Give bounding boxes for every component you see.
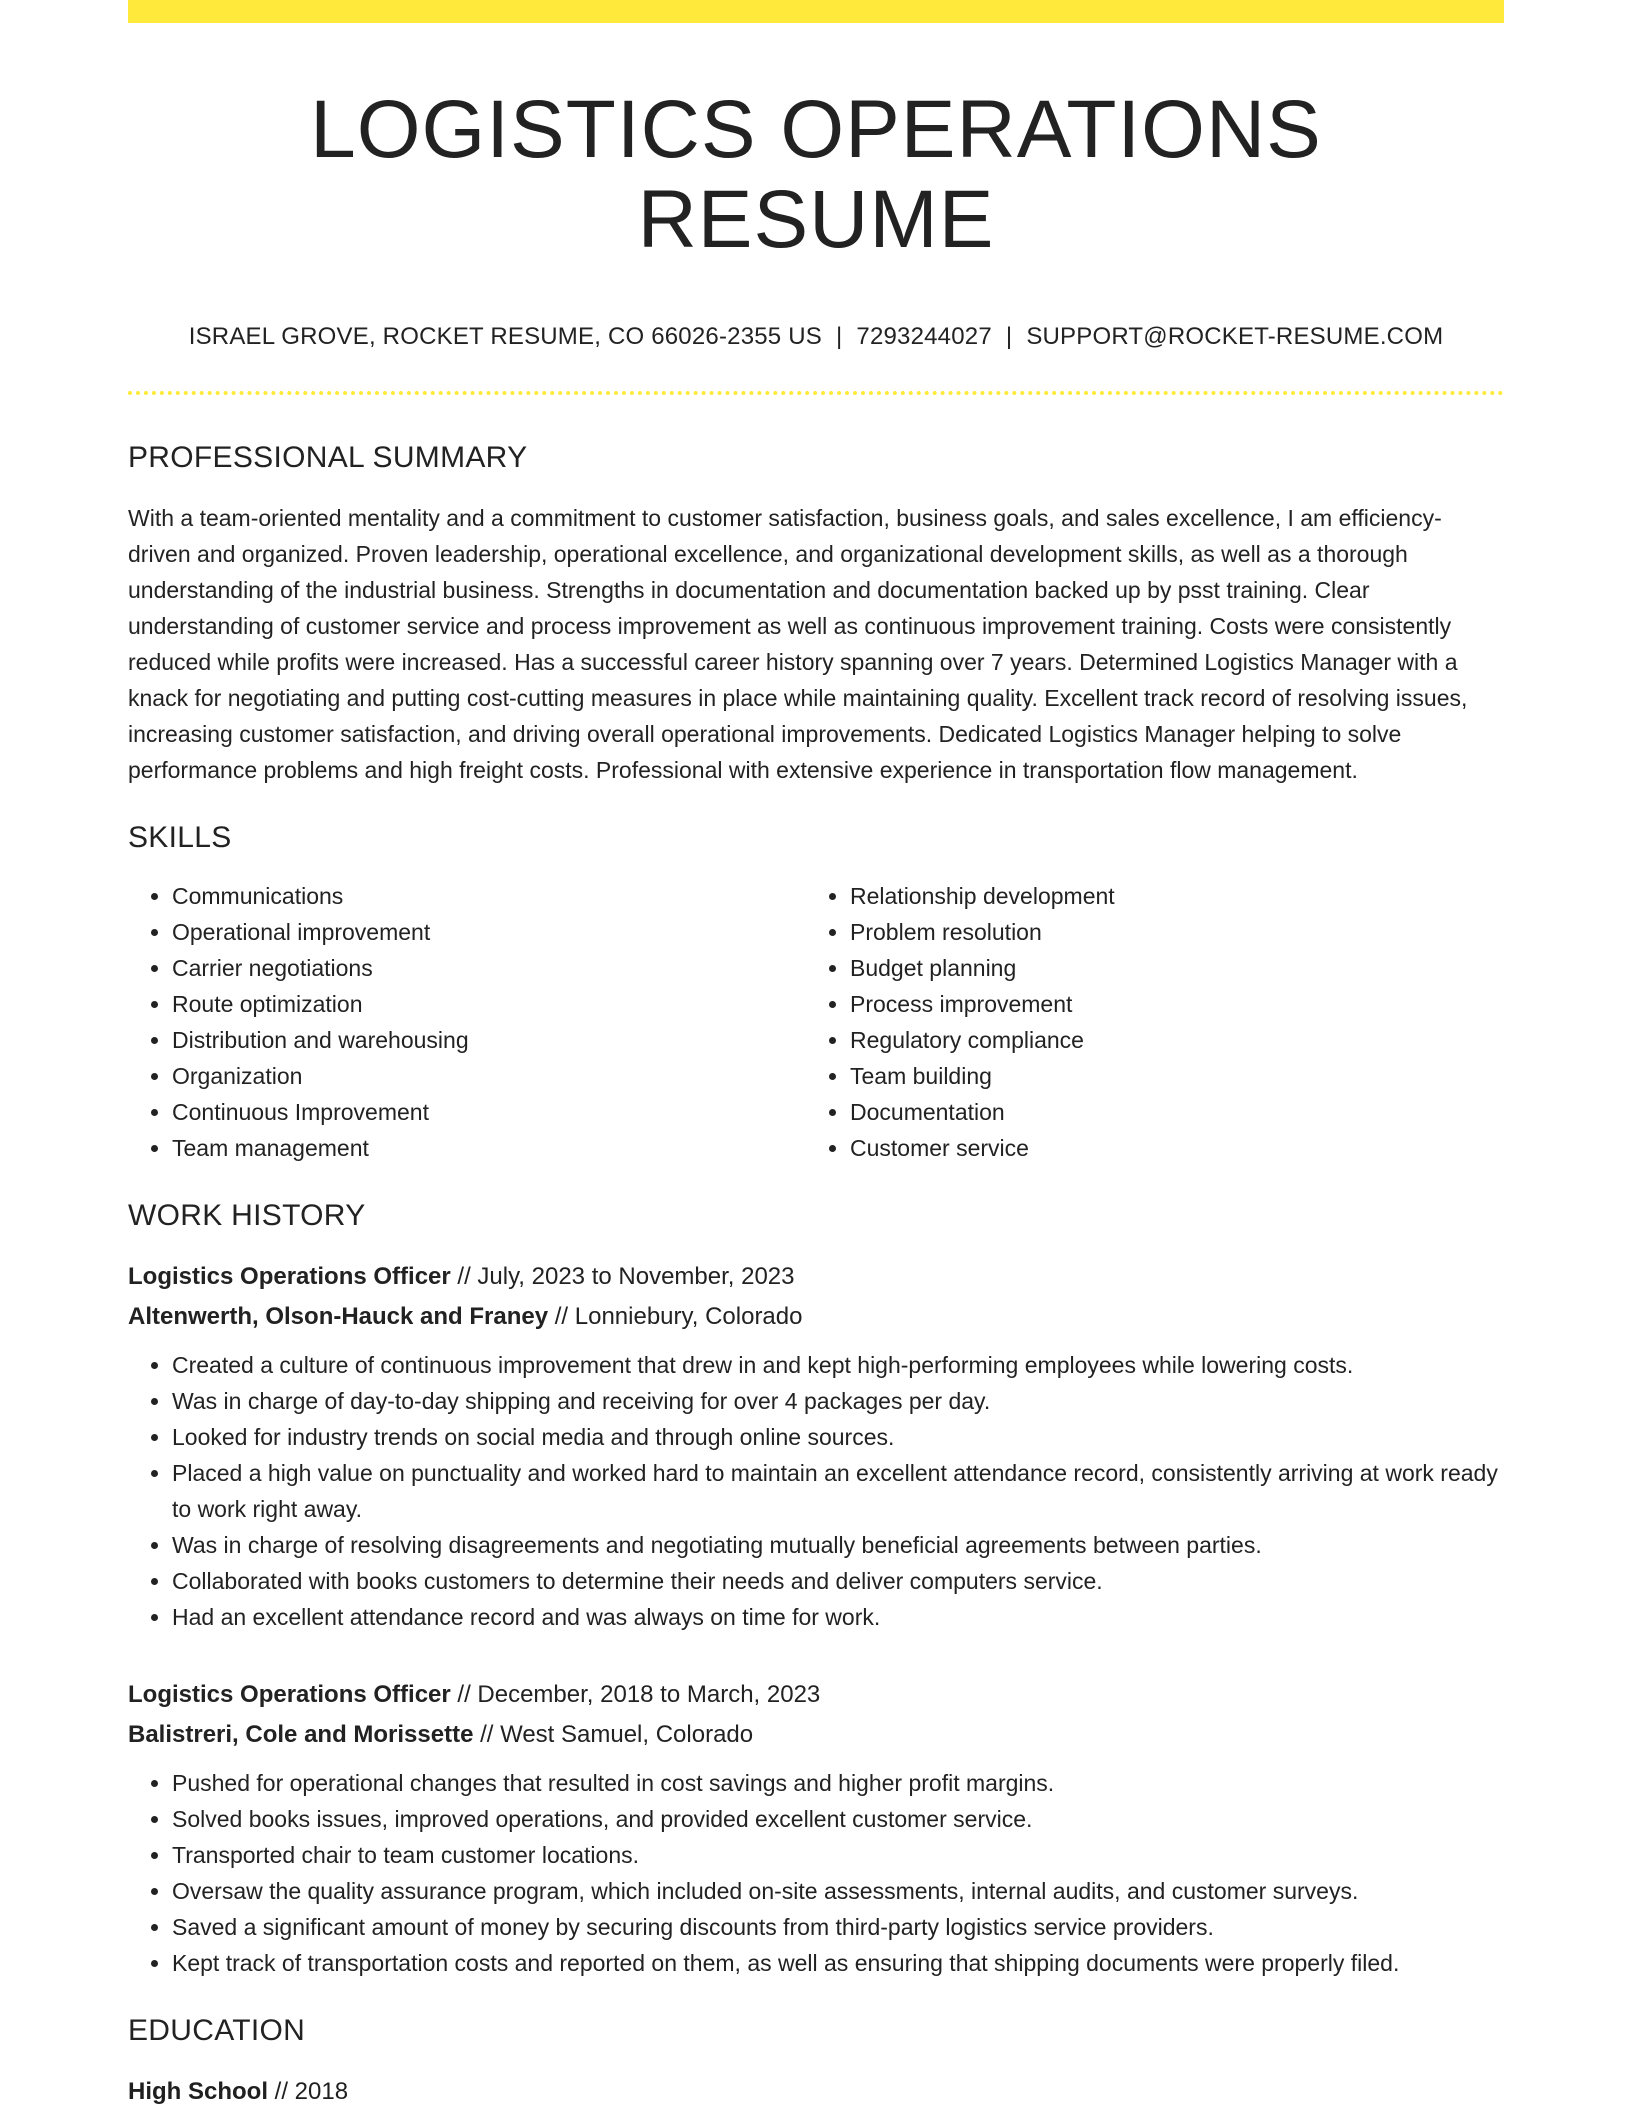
work-history-heading: WORK HISTORY <box>128 1199 366 1233</box>
job-bullet: • Pushed for operational changes that resulted in cost savings and higher profit margins. <box>172 1765 1504 1801</box>
resume-page <box>128 0 1504 2112</box>
job-title: Logistics Operations Officer <box>128 1263 451 1291</box>
job-bullet: • Transported chair to team customer locations. <box>172 1837 1504 1873</box>
contact-email: SUPPORT@ROCKET-RESUME.COM <box>1026 323 1444 351</box>
resume-title: LOGISTICS OPERATIONS RESUME <box>310 84 1322 266</box>
skill-item: • Relationship development <box>850 878 1484 914</box>
job-title: Logistics Operations Officer <box>128 1681 451 1709</box>
contact-separator: | <box>1005 323 1013 351</box>
education-degree: High School <box>128 2078 268 2106</box>
skill-item: • Regulatory compliance <box>850 1022 1484 1058</box>
job-company: Altenwerth, Olson-Hauck and Franey <box>128 1303 549 1331</box>
skill-item: • Organization <box>172 1058 806 1094</box>
job-bullet: • Oversaw the quality assurance program, which included on-site assessments, internal audits, and customer surveys. <box>172 1873 1504 1909</box>
skill-item: • Documentation <box>850 1094 1484 1130</box>
job-bullet: • Looked for industry trends on social media and through online sources. <box>172 1419 1504 1455</box>
skill-item: • Team building <box>850 1058 1484 1094</box>
skills-heading: SKILLS <box>128 821 232 855</box>
education-heading: EDUCATION <box>128 2014 306 2048</box>
summary-heading: PROFESSIONAL SUMMARY <box>128 441 528 475</box>
skill-item: • Continuous Improvement <box>172 1094 806 1130</box>
job-bullet: • Was in charge of resolving disagreements and negotiating mutually beneficial agreements between parties. <box>172 1527 1504 1563</box>
job-location: // Lonniebury, Colorado <box>548 1303 803 1331</box>
skill-item: • Communications <box>172 878 806 914</box>
job-bullet: • Placed a high value on punctuality and worked hard to maintain an excellent attendance record, consistently arriving at work ready to work right away. <box>172 1455 1504 1527</box>
job-bullets <box>128 1347 1504 1635</box>
job-bullet: • Had an excellent attendance record and was always on time for work. <box>172 1599 1504 1635</box>
job-title-line <box>128 1675 1504 1715</box>
skill-item: • Carrier negotiations <box>172 950 806 986</box>
skill-item: • Operational improvement <box>172 914 806 950</box>
contact-line <box>128 323 1504 351</box>
accent-top-bar <box>128 0 1504 23</box>
skill-item: • Distribution and warehousing <box>172 1022 806 1058</box>
job-bullet: • Collaborated with books customers to determine their needs and deliver computers service. <box>172 1563 1504 1599</box>
skill-item: • Route optimization <box>172 986 806 1022</box>
skill-item: • Customer service <box>850 1130 1484 1166</box>
job-company-line <box>128 1715 1504 1755</box>
summary-text: With a team-oriented mentality and a commitment to customer satisfaction, business goals, and sales excellence, I am efficiency-driven and organized. Proven leadership, operational excellence, and organizational development skills, as well as a thorough understanding of the industrial business. Strengths in documentation and documentation backed up by psst training. Clear understanding of customer service and process improvement as well as continuous improvement training. Costs were consistently reduced while profits were increased. Has a successful career history spanning over 7 years. Determined Logistics Manager with a knack for negotiating and putting cost-cutting measures in place while maintaining quality. Excellent track record of resolving issues, increasing customer satisfaction, and driving overall operational improvements. Dedicated Logistics Manager helping to solve performance problems and high freight costs. Professional with extensive experience in transportation flow management. <box>128 505 1468 784</box>
contact-address: ISRAEL GROVE, ROCKET RESUME, CO 66026-2355 US <box>188 323 822 351</box>
education-entry <box>128 2072 1504 2112</box>
dotted-divider <box>128 391 1504 395</box>
job-bullet: • Saved a significant amount of money by securing discounts from third-party logistics service providers. <box>172 1909 1504 1945</box>
skill-item: • Problem resolution <box>850 914 1484 950</box>
education-year: // 2018 <box>268 2078 349 2106</box>
job-entry <box>128 1675 1504 1981</box>
job-company-line <box>128 1297 1504 1337</box>
job-bullet: • Created a culture of continuous improvement that drew in and kept high-performing employees while lowering costs. <box>172 1347 1504 1383</box>
contact-separator: | <box>835 323 843 351</box>
job-dates: // July, 2023 to November, 2023 <box>450 1263 795 1291</box>
contact-phone: 7293244027 <box>856 323 992 351</box>
skills-column-left <box>128 878 806 1166</box>
job-location: // West Samuel, Colorado <box>473 1721 754 1749</box>
job-bullet: • Was in charge of day-to-day shipping and receiving for over 4 packages per day. <box>172 1383 1504 1419</box>
job-dates: // December, 2018 to March, 2023 <box>450 1681 821 1709</box>
job-company: Balistreri, Cole and Morissette <box>128 1721 474 1749</box>
skill-item: • Process improvement <box>850 986 1484 1022</box>
job-title-line <box>128 1257 1504 1297</box>
skill-item: • Budget planning <box>850 950 1484 986</box>
skills-list <box>128 878 1504 1166</box>
skill-item: • Team management <box>172 1130 806 1166</box>
job-bullets <box>128 1765 1504 1981</box>
job-bullet: • Solved books issues, improved operations, and provided excellent customer service. <box>172 1801 1504 1837</box>
skills-column-right <box>806 878 1484 1166</box>
job-entry <box>128 1257 1504 1635</box>
job-bullet: • Kept track of transportation costs and reported on them, as well as ensuring that shipping documents were properly filed. <box>172 1945 1504 1981</box>
